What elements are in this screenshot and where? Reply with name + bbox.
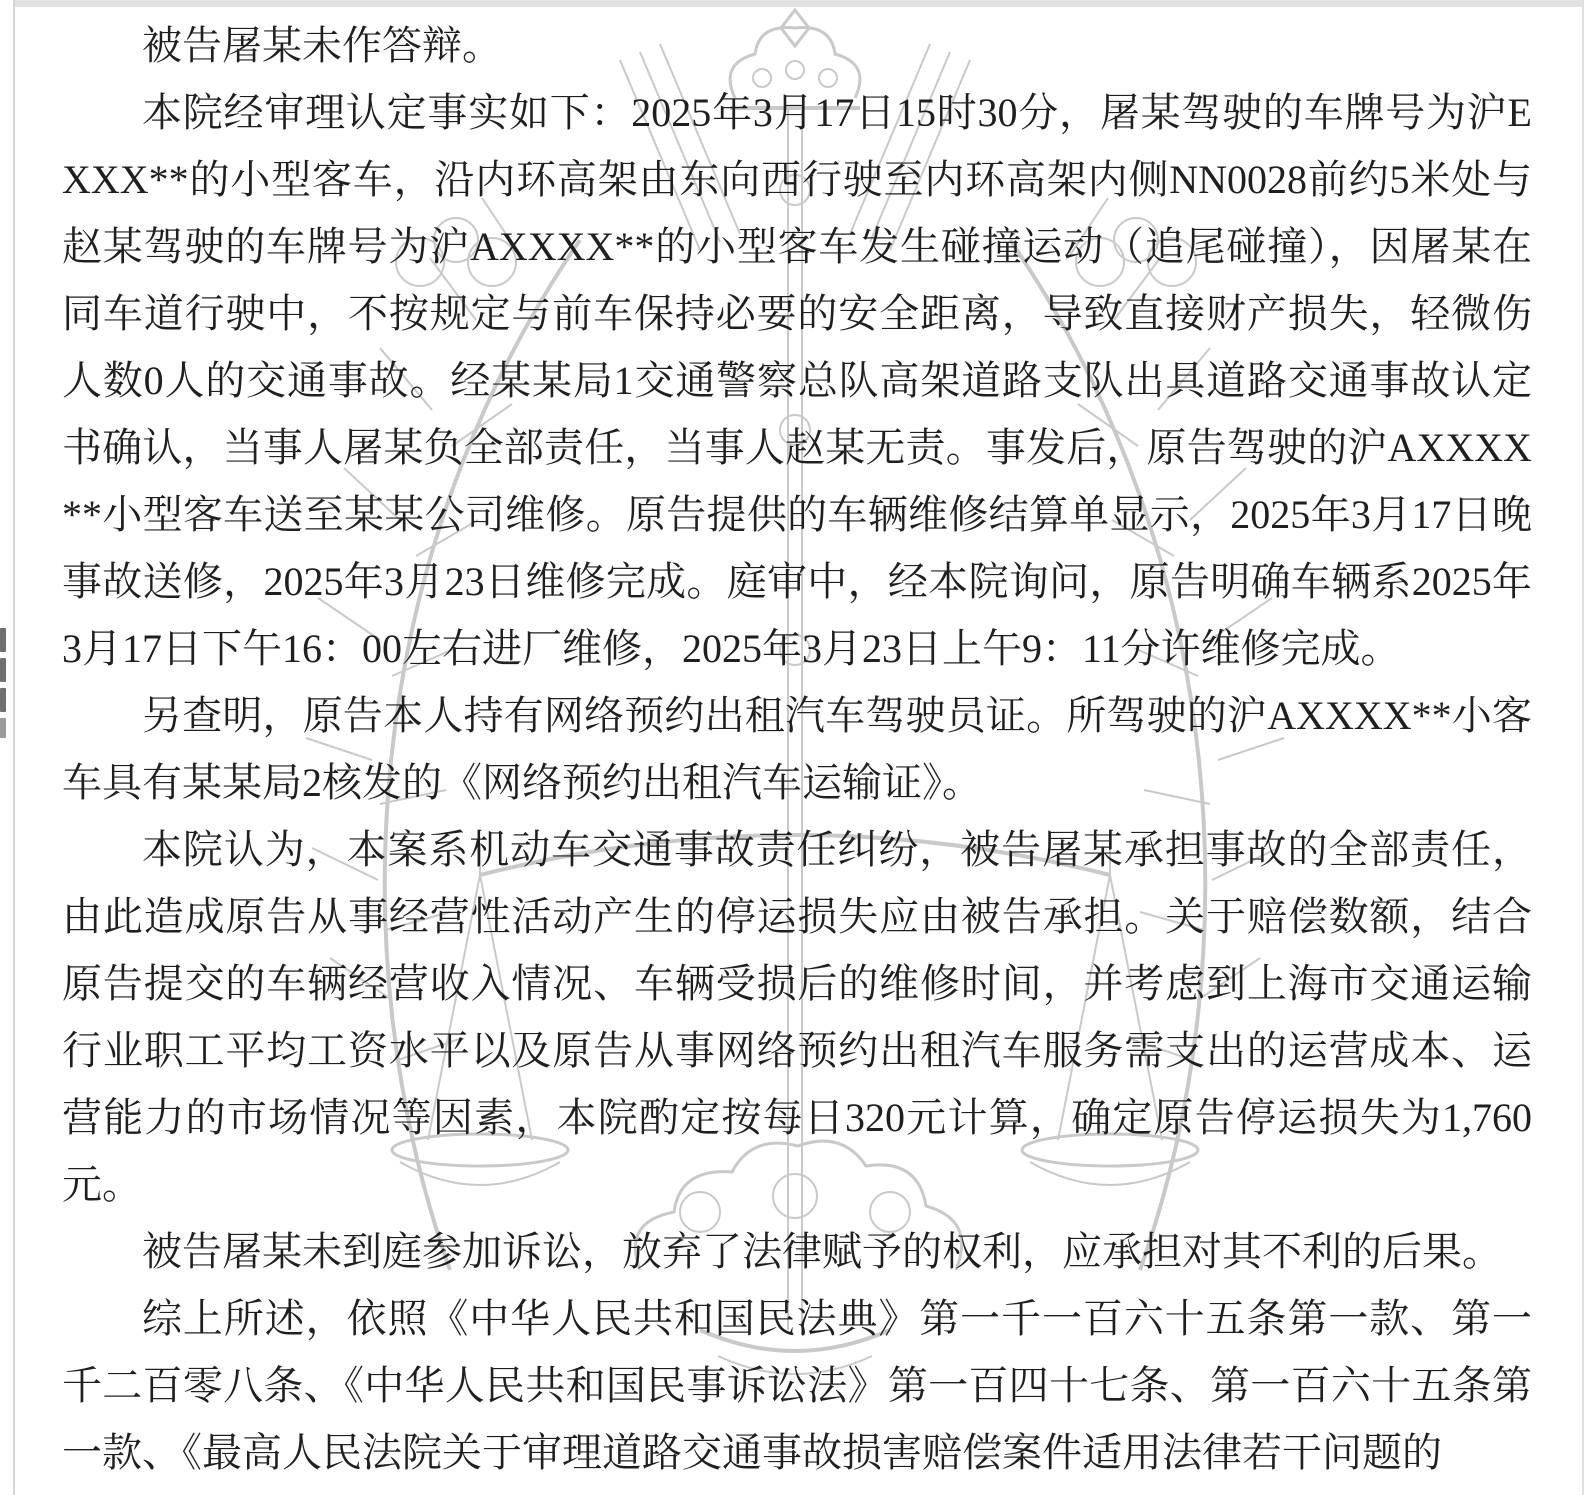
clipped-text-fragment [0, 718, 6, 738]
paragraph-defense-reply: 被告屠某未作答辩。 [142, 23, 502, 68]
paragraph-legal-basis: 综上所述，依照《中华人民共和国民法典》第一千一百六十五条第一款、第一千二百零八条、《中华人民共和国民事诉讼法》第一百四十七条、第一百六十五条第一款、《最高人民法院关于审理道路交通事故损害赔偿案件适用法律若干问题的 [62, 1296, 1532, 1475]
left-edge-divider [13, 0, 15, 1495]
scrollbar-track-edge[interactable] [1582, 0, 1584, 1495]
left-edge-strip [0, 0, 13, 1495]
paragraph-additional-findings: 另查明，原告本人持有网络预约出租汽车驾驶员证。所驾驶的沪AXXXX**小客车具有某某局2核发的《网络预约出租汽车运输证》。 [62, 693, 1532, 805]
paragraph-facts-found: 本院经审理认定事实如下：2025年3月17日15时30分，屠某驾驶的车牌号为沪EXXX**的小型客车，沿内环高架由东向西行驶至内环高架内侧NN0028前约5米处与赵某驾驶的车牌号为沪AXXXX**的小型客车发生碰撞运动（追尾碰撞），因屠某在同车道行驶中，不按规定与前车保持必要的安全距离，导致直接财产损失，轻微伤人数0人的交通事故。经某某局1交通警察总队高架道路支队出具道路交通事故认定书确认，当事人屠某负全部责任，当事人赵某无责。事发后，原告驾驶的沪AXXXX**小型客车送至某某公司维修。原告提供的车辆维修结算单显示，2025年3月17日晚事故送修，2025年3月23日维修完成。庭审中，经本院询问，原告明确车辆系2025年3月17日下午16：00左右进厂维修，2025年3月23日上午9：11分许维修完成。 [62, 90, 1532, 671]
clipped-text-fragment [0, 688, 6, 712]
clipped-text-fragment [0, 628, 6, 652]
clipped-text-fragment [0, 658, 6, 682]
top-border-strip [14, 0, 1582, 7]
paragraph-absence-consequence: 被告屠某未到庭参加诉讼，放弃了法律赋予的权利，应承担对其不利的后果。 [142, 1229, 1502, 1274]
judgment-text [62, 12, 1532, 1486]
paragraph-court-opinion: 本院认为，本案系机动车交通事故责任纠纷，被告屠某承担事故的全部责任，由此造成原告从事经营性活动产生的停运损失应由被告承担。关于赔偿数额，结合原告提交的车辆经营收入情况、车辆受损后的维修时间，并考虑到上海市交通运输行业职工平均工资水平以及原告从事网络预约出租汽车服务需支出的运营成本、运营能力的市场情况等因素，本院酌定按每日320元计算，确定原告停运损失为1,760元。 [62, 827, 1532, 1207]
